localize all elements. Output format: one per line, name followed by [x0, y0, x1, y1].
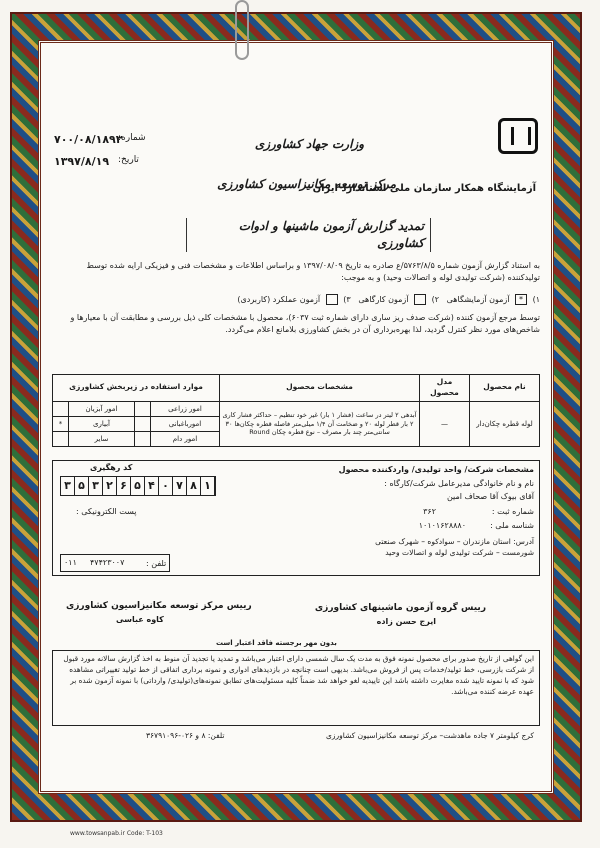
- tracking-digit: ۸: [187, 477, 201, 495]
- body-paragraph: توسط مرجع آزمون کننده (شرکت صدف ریز ساری دارای شماره ثبت ۶۰۳۷)، محصول با مشخصات کلی ذیل بررسی و مطابقت آن با معیارها و شاخص‌های مورد نظر کنترل گردید، لذا بهره‌برداری آن در بخش کشاورزی بلامانع اعلام می‌گردد.: [70, 313, 540, 334]
- th-use: موارد استفاده در زیربخش کشاورزی: [53, 375, 220, 402]
- product-model: —: [420, 401, 470, 446]
- reg-value: ۳۶۲: [423, 507, 436, 516]
- email-label: پست الکترونیکی :: [76, 507, 137, 516]
- right-signer-title: رییس گروه آزمون ماشینهای کشاورزی: [314, 603, 486, 613]
- use-aquatic-box: [53, 401, 69, 416]
- phone-code: ۰۱۱: [64, 558, 77, 567]
- ceo-value: آقای بیوک آقا صحاف امین: [446, 492, 534, 501]
- center-name: مرکز توسعه مکانیزاسیون کشاورزی: [217, 177, 396, 191]
- test2-checkbox: [414, 294, 426, 305]
- phone-label: تلفن :: [146, 559, 167, 568]
- certificate-content: [46, 48, 546, 788]
- tracking-label: کد رهگیری: [90, 463, 133, 472]
- product-table: [52, 374, 540, 447]
- use-irrigation: آبیاری: [69, 416, 135, 431]
- tracking-digit: ۵: [75, 477, 89, 495]
- use-horticulture: امورباغبانی: [150, 416, 219, 431]
- th-spec: مشخصات محصول: [220, 375, 420, 402]
- standard-logo-icon: [498, 118, 538, 154]
- tracking-digit: ۴: [145, 477, 159, 495]
- no-stamp-note: بدون مهر برجسته فاقد اعتبار است: [216, 639, 337, 647]
- validity-note: این گواهی از تاریخ صدور برای محصول نمونه فوق به مدت یک سال شمسی دارای اعتبار می‌باشد و تمدید یا تجدید آن منوط به اخذ گزارش سالانه مورد قبول از شرکت بازرسی، خط تولید/خدمات پس از فروش می‌باشد. بدیهی است چنانچه در بازدیدهای ادواری و نمونه برداری اتفاقی از خط تولید تغییراتی مشاهده شود که با نمونه تایید شده مغایرت داشته باشد این تاییدیه لغو خواهد شد ضمناً کلیه مسئولیت‌های تطابق نمونه‌های(تولیدی/ وارداتی) با نمونه آزمون شده بر عهده عرضه کننده می‌باشد.: [52, 650, 540, 726]
- date-value: ۱۳۹۷/۸/۱۹: [54, 155, 110, 168]
- use-aquatic: امور آبزیان: [69, 401, 135, 416]
- test2-number: ۲): [431, 295, 439, 304]
- th-name: نام محصول: [470, 375, 540, 402]
- use-other-box: [53, 432, 69, 447]
- company-section-title: مشخصات شرکت/ واحد تولیدی/ واردکننده محصول: [338, 465, 534, 474]
- lab-org-name: آزمایشگاه همکار سازمان ملی استاندارد ایران: [312, 183, 536, 194]
- address-footer: کرج کیلومتر ۷ جاده ماهدشت– مرکز توسعه مکانیزاسیون کشاورزی: [325, 731, 534, 740]
- certificate-title-box: [186, 218, 431, 252]
- nid-label: شناسه ملی :: [490, 521, 534, 530]
- number-value: ۷۰۰/۰۸/۱۸۹۳: [54, 133, 123, 146]
- tracking-digit: ۳: [89, 477, 103, 495]
- product-name: لوله قطره چکان‌دار: [470, 401, 540, 446]
- use-other: سایر: [69, 432, 135, 447]
- test3-label: آزمون عملکرد (کاربردی): [237, 295, 321, 304]
- date-label: تاریخ:: [118, 155, 139, 165]
- test-options: [52, 294, 540, 306]
- phone-value: ۴۷۴۲۳۰۰۷: [90, 558, 125, 567]
- use-horticulture-box: [134, 416, 150, 431]
- left-signer-title: رییس مرکز توسعه مکانیزاسیون کشاورزی: [66, 601, 252, 611]
- phone-footer: تلفن: ۸ و ۰۲۶-۳۶۷۹۱۰۹۶: [146, 731, 225, 740]
- tracking-digit: ۲: [103, 477, 117, 495]
- right-signer-name: ایرج حسن زاده: [376, 617, 436, 626]
- tracking-digit: ۷: [173, 477, 187, 495]
- use-livestock-box: [134, 432, 150, 447]
- use-irrigation-box: *: [53, 416, 69, 431]
- reg-label: شماره ثبت :: [491, 507, 534, 516]
- intro-paragraph: به استناد گزارش آزمون شماره ۵۷۶۳/۸/۵/ع صادره به تاریخ ۱۳۹۷/۰۸/۰۹ و براساس اطلاعات و مشخصات فنی و فیزیکی ارایه شده توسط تولیدکننده (شرکت تولیدی لوله و اتصالات وحید) و به موجب:: [86, 261, 540, 282]
- tracking-code-boxes: [60, 476, 216, 496]
- left-signer-name: کاوه عباسی: [116, 615, 164, 624]
- th-model: مدل محصول: [420, 375, 470, 402]
- nid-value: ۱۰۱۰۱۶۲۸۸۸۰: [418, 521, 466, 530]
- ministry-name: وزارت جهاد کشاورزی: [254, 137, 364, 151]
- test3-number: ۳): [343, 295, 351, 304]
- use-livestock: امور دام: [150, 432, 219, 447]
- number-label: شماره:: [118, 133, 146, 143]
- product-spec: آبدهی ۲ لیتر در ساعت (فشار ۱ بار) غیر خود تنظیم – حداکثر فشار کاری ۲ بار قطر لوله ۲۰ و ضخامت آن ۱/۴ میلی‌متر فاصله قطره چکان‌ها ۳۰ سانتی‌متر چند بار مصرف – نوع قطره چکان Round: [220, 401, 420, 446]
- ceo-label: نام و نام خانوادگی مدیرعامل شرکت/کارگاه :: [384, 479, 534, 488]
- company-address: آدرس: استان مازندران – سوادکوه – شهرک صنعتی شورمست – شرکت تولیدی لوله و اتصالات وحید: [375, 537, 534, 558]
- test2-label: آزمون کارگاهی: [358, 295, 409, 304]
- print-footer: www.towsanpab.ir Code: T-103: [70, 830, 163, 837]
- tracking-digit: ۵: [131, 477, 145, 495]
- tracking-digit: ۰: [159, 477, 173, 495]
- use-farming: امور زراعی: [150, 401, 219, 416]
- test1-checkbox: *: [515, 294, 527, 305]
- test1-number: ۱): [532, 295, 540, 304]
- tracking-digit: ۳: [61, 477, 75, 495]
- test1-label: آزمون آزمایشگاهی: [446, 295, 510, 304]
- tracking-digit: ۱: [201, 477, 215, 495]
- use-farming-box: [134, 401, 150, 416]
- test3-checkbox: [326, 294, 338, 305]
- certificate-title: تمدید گزارش آزمون ماشینها و ادوات کشاورزی: [187, 218, 430, 253]
- tracking-digit: ۶: [117, 477, 131, 495]
